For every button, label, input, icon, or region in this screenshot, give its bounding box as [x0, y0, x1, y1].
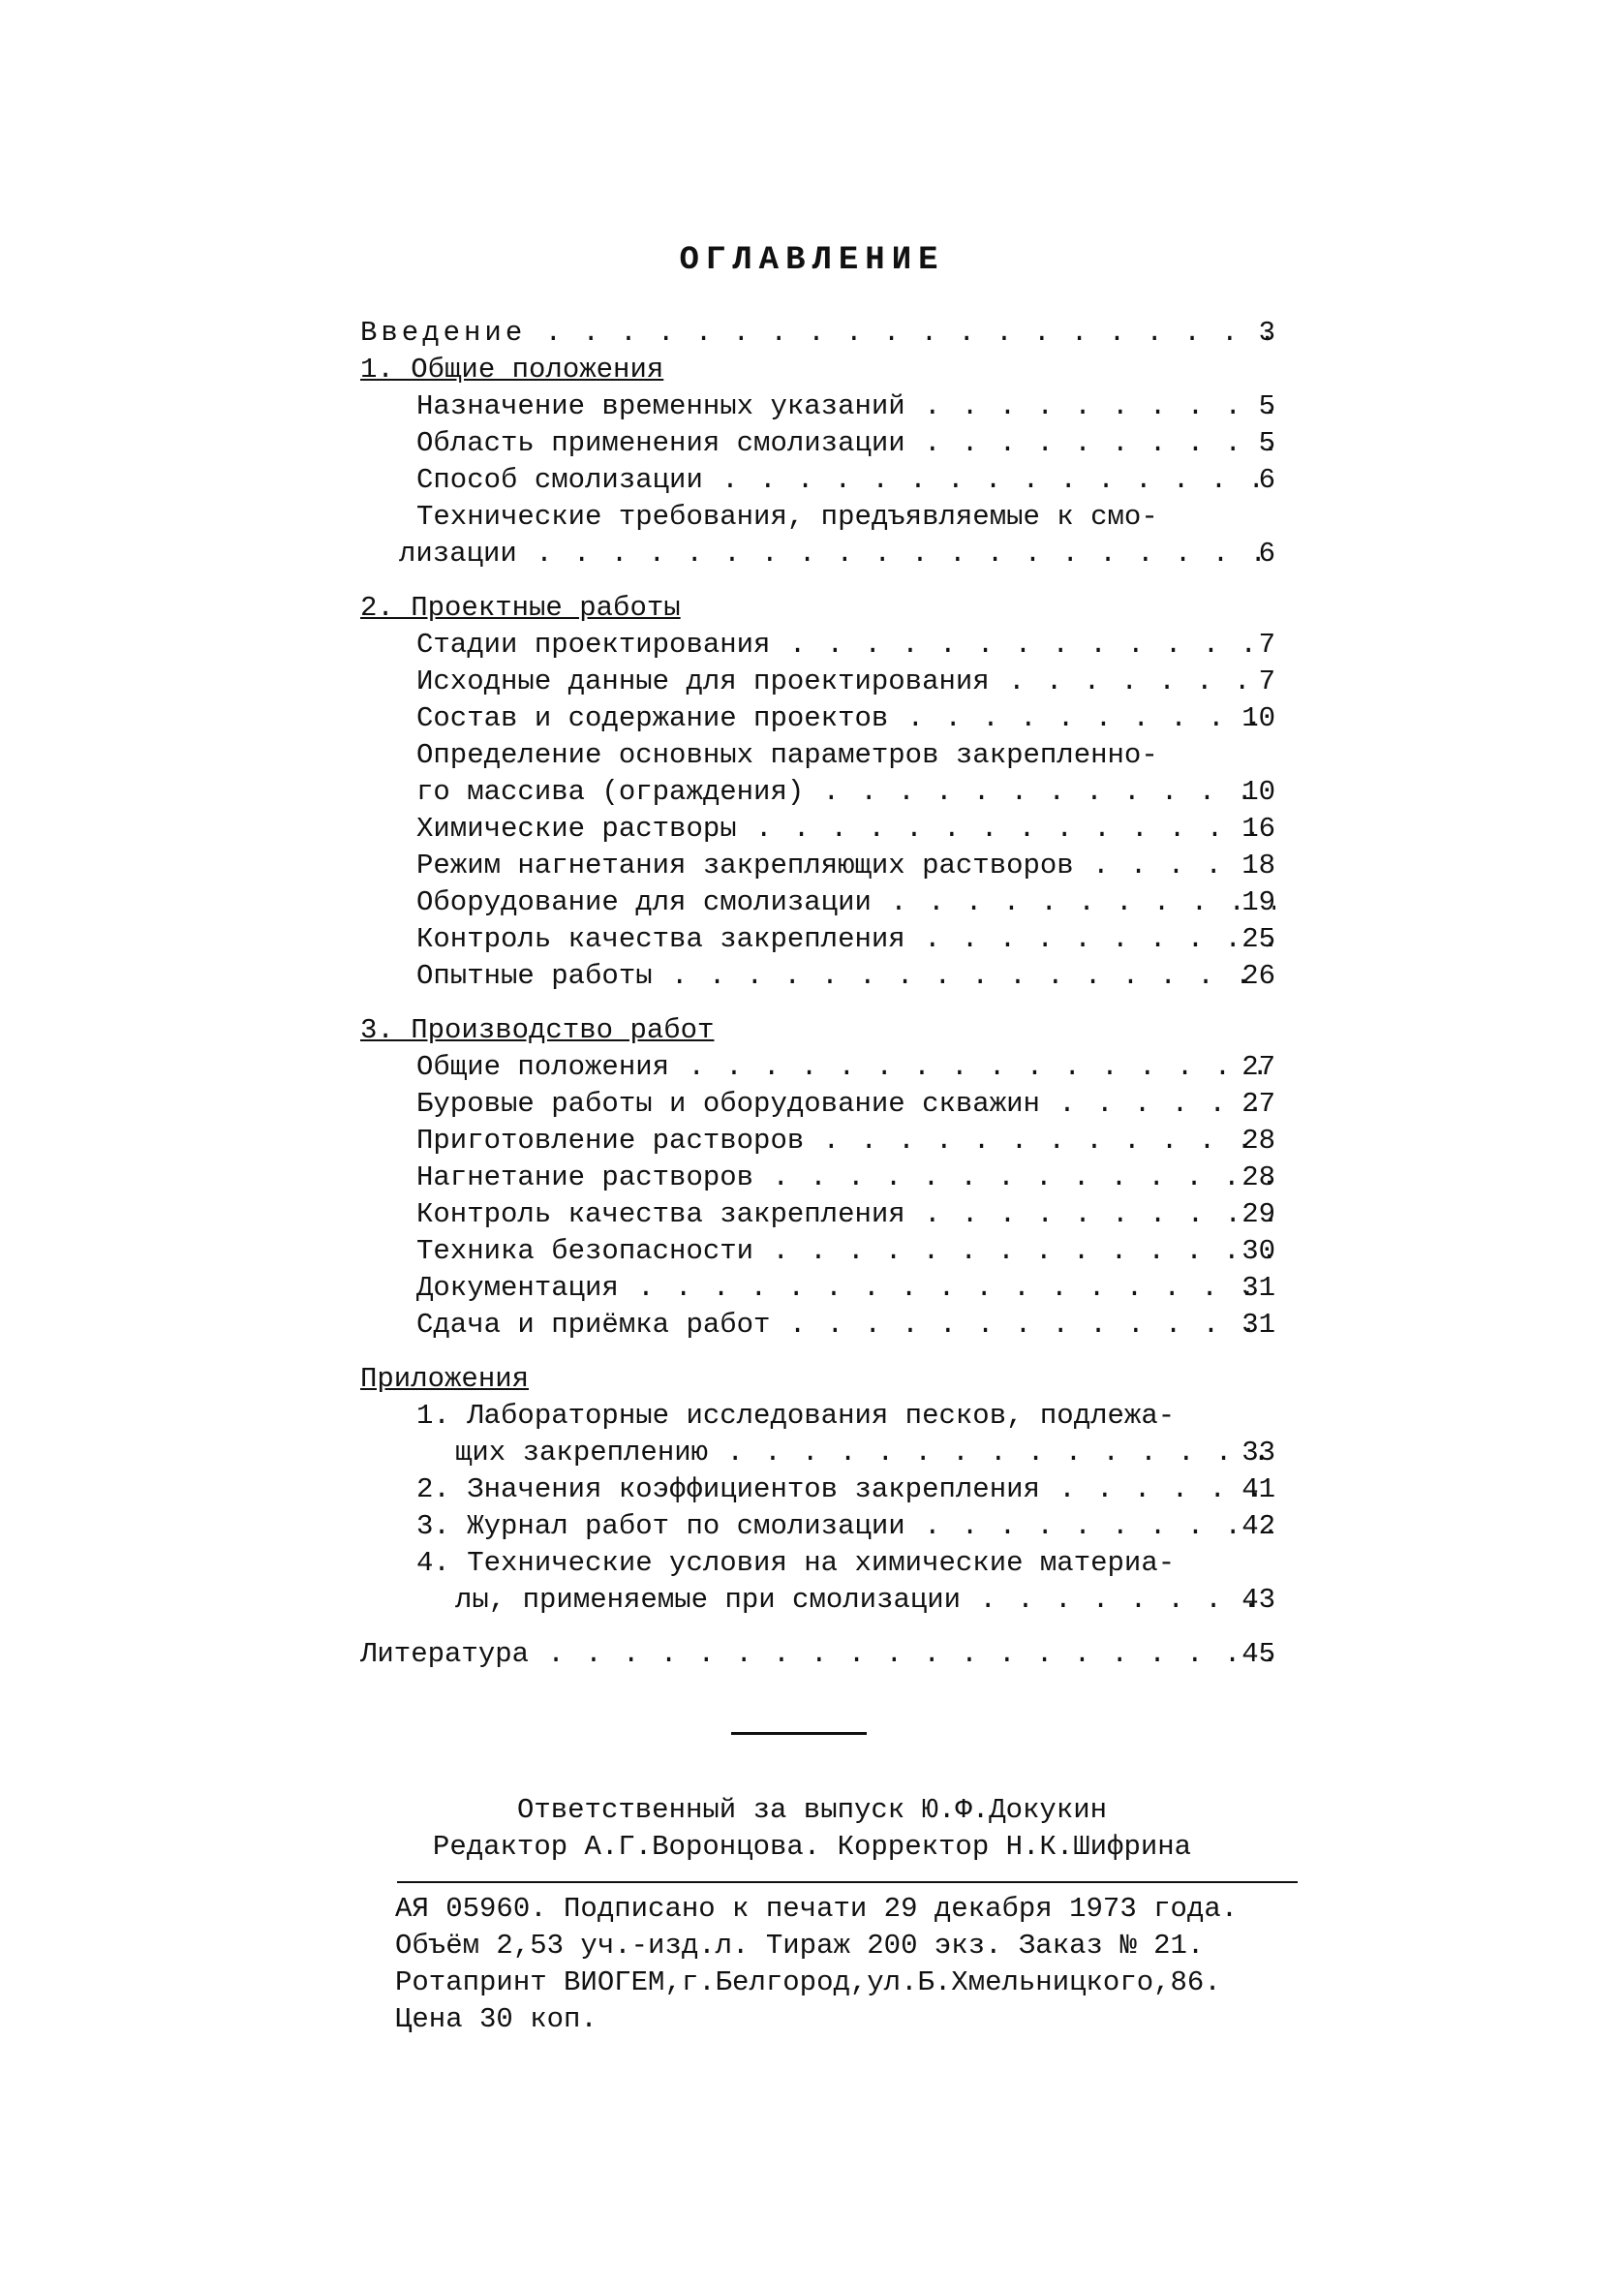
toc-entry-continuation[interactable]	[360, 774, 1275, 811]
toc-entry-page: 10	[1241, 776, 1275, 808]
toc-entry-first-line[interactable]: Определение основных параметров закрепленно-	[416, 739, 1158, 771]
toc-entry-page: 3	[1258, 317, 1275, 349]
toc-entry[interactable]	[360, 462, 1275, 499]
toc-entry-page: 26	[1241, 960, 1275, 992]
section-heading-1[interactable]: 1. Общие положения	[360, 354, 664, 386]
toc-entry[interactable]	[360, 425, 1275, 462]
toc-entry-label: Приготовление растворов . . .	[360, 1123, 1275, 1160]
editors-line: Редактор А.Г.Воронцова. Корректор Н.К.Шифрина	[432, 1831, 1192, 1863]
imprint-line: Цена 30 коп.	[395, 2003, 598, 2035]
toc-entry[interactable]	[360, 1233, 1275, 1270]
toc-entry[interactable]	[360, 627, 1275, 664]
imprint-line: Ротапринт ВИОГЕМ,г.Белгород,ул.Б.Хмельницкого,86.	[395, 1966, 1221, 1998]
toc-entry-label: лы, применяемые при смолизации . . .	[399, 1582, 1275, 1619]
toc-entry[interactable]	[360, 1508, 1275, 1545]
toc-entry-page: 42	[1241, 1510, 1275, 1542]
toc-entry-label: Контроль качества закрепления . . .	[360, 921, 1275, 958]
toc-entry-label: Буровые работы и оборудование скважин . . .	[360, 1086, 1275, 1123]
toc-entry-continuation[interactable]	[360, 536, 1275, 572]
toc-entry-label: Режим нагнетания закрепляющих растворов . . .	[360, 848, 1275, 884]
page-title: ОГЛАВЛЕНИЕ	[679, 242, 945, 279]
divider-short	[731, 1732, 867, 1735]
divider-long	[397, 1881, 1298, 1883]
toc-entry-first-line[interactable]: Технические требования, предъявляемые к смо-	[416, 501, 1158, 533]
toc-entry-page: 45	[1241, 1638, 1275, 1670]
toc-entry-page: 16	[1241, 813, 1275, 845]
toc-entry-page: 33	[1241, 1437, 1275, 1469]
toc-entry-intro[interactable]	[360, 315, 1275, 352]
toc-entry[interactable]	[360, 921, 1275, 958]
section-heading-3[interactable]: 3. Производство работ	[360, 1014, 715, 1046]
section-heading-appendix[interactable]: Приложения	[360, 1363, 530, 1395]
toc-entry-page: 7	[1258, 629, 1275, 661]
toc-entry-page: 41	[1241, 1473, 1275, 1505]
toc-entry-literature[interactable]	[360, 1636, 1275, 1673]
toc-entry[interactable]	[360, 1123, 1275, 1160]
toc-entry-page: 27	[1241, 1088, 1275, 1120]
toc-entry[interactable]	[360, 1471, 1275, 1508]
toc-entry-label: Документация . . .	[360, 1270, 1275, 1307]
toc-entry-label: Литература . . .	[360, 1636, 1275, 1673]
toc-entry-page: 28	[1241, 1161, 1275, 1193]
toc-entry[interactable]	[360, 811, 1275, 848]
toc-entry-page: 19	[1241, 886, 1275, 918]
imprint-line: Объём 2,53 уч.-изд.л. Тираж 200 экз. Заказ № 21.	[395, 1930, 1205, 1962]
toc-entry-label: Способ смолизации . . .	[360, 462, 1275, 499]
toc-entry-page: 31	[1241, 1272, 1275, 1304]
toc-entry[interactable]	[360, 884, 1275, 921]
toc-entry-label: Область применения смолизации . . .	[360, 425, 1275, 462]
toc-entry[interactable]	[360, 1160, 1275, 1196]
toc-entry-continuation[interactable]	[360, 1435, 1275, 1471]
toc-entry[interactable]	[360, 1307, 1275, 1344]
section-heading-2[interactable]: 2. Проектные работы	[360, 592, 681, 624]
toc-entry-page: 28	[1241, 1125, 1275, 1157]
toc-entry-label: Исходные данные для проектирования . . .	[360, 664, 1275, 700]
toc-entry-page: 10	[1241, 702, 1275, 734]
toc-entry-page: 6	[1258, 538, 1275, 570]
imprint-line: АЯ 05960. Подписано к печати 29 декабря 1973 года.	[395, 1893, 1239, 1925]
toc-entry-page: 5	[1258, 390, 1275, 422]
toc-entry[interactable]	[360, 1196, 1275, 1233]
toc-entry-label: Введение . . .	[360, 315, 1275, 352]
imprint	[395, 1891, 1238, 2038]
toc-entry-page: 6	[1258, 464, 1275, 496]
toc-entry[interactable]	[360, 700, 1275, 737]
toc-entry-label: Сдача и приёмка работ . . .	[360, 1307, 1275, 1344]
toc-entry-label: Назначение временных указаний . . .	[360, 388, 1275, 425]
toc-entry-label: 2. Значения коэффициентов закрепления . . .	[360, 1471, 1275, 1508]
toc-entry-label: Опытные работы . . .	[360, 958, 1275, 995]
toc-entry-continuation[interactable]	[360, 1582, 1275, 1619]
toc-entry-label: Техника безопасности . . .	[360, 1233, 1275, 1270]
credits	[0, 1792, 1624, 1866]
toc-entry-page: 30	[1241, 1235, 1275, 1267]
toc-entry-page: 27	[1241, 1051, 1275, 1083]
toc-entry-first-line[interactable]: 4. Технические условия на химические материа-	[416, 1547, 1176, 1579]
toc-entry-label: щих закреплению . . .	[399, 1435, 1275, 1471]
toc-entry[interactable]	[360, 664, 1275, 700]
toc-entry[interactable]	[360, 1086, 1275, 1123]
toc-entry-label: Оборудование для смолизации . . .	[360, 884, 1275, 921]
toc-entry-label: Нагнетание растворов . . .	[360, 1160, 1275, 1196]
toc-entry-label: Состав и содержание проектов . . .	[360, 700, 1275, 737]
toc-entry-label: Общие положения . . .	[360, 1049, 1275, 1086]
table-of-contents	[360, 315, 1275, 1673]
toc-entry[interactable]	[360, 848, 1275, 884]
toc-entry-page: 5	[1258, 427, 1275, 459]
toc-entry-label: лизации . . .	[360, 536, 1275, 572]
toc-entry-page: 25	[1241, 923, 1275, 955]
toc-entry-page: 31	[1241, 1309, 1275, 1341]
toc-entry-page: 7	[1258, 665, 1275, 697]
responsible-line: Ответственный за выпуск Ю.Ф.Докукин	[516, 1794, 1108, 1826]
toc-entry-label: Химические растворы . . .	[360, 811, 1275, 848]
toc-entry[interactable]	[360, 958, 1275, 995]
toc-entry-page: 43	[1241, 1584, 1275, 1616]
toc-entry-label: го массива (ограждения) . . .	[360, 774, 1275, 811]
toc-entry[interactable]	[360, 388, 1275, 425]
toc-entry-first-line[interactable]: 1. Лабораторные исследования песков, подлежа-	[416, 1400, 1176, 1432]
toc-entry[interactable]	[360, 1049, 1275, 1086]
toc-entry-label: Стадии проектирования . . .	[360, 627, 1275, 664]
toc-entry-label: 3. Журнал работ по смолизации . . .	[360, 1508, 1275, 1545]
toc-entry-page: 29	[1241, 1198, 1275, 1230]
toc-entry[interactable]	[360, 1270, 1275, 1307]
toc-entry-label: Контроль качества закрепления . . .	[360, 1196, 1275, 1233]
toc-entry-page: 18	[1241, 850, 1275, 882]
